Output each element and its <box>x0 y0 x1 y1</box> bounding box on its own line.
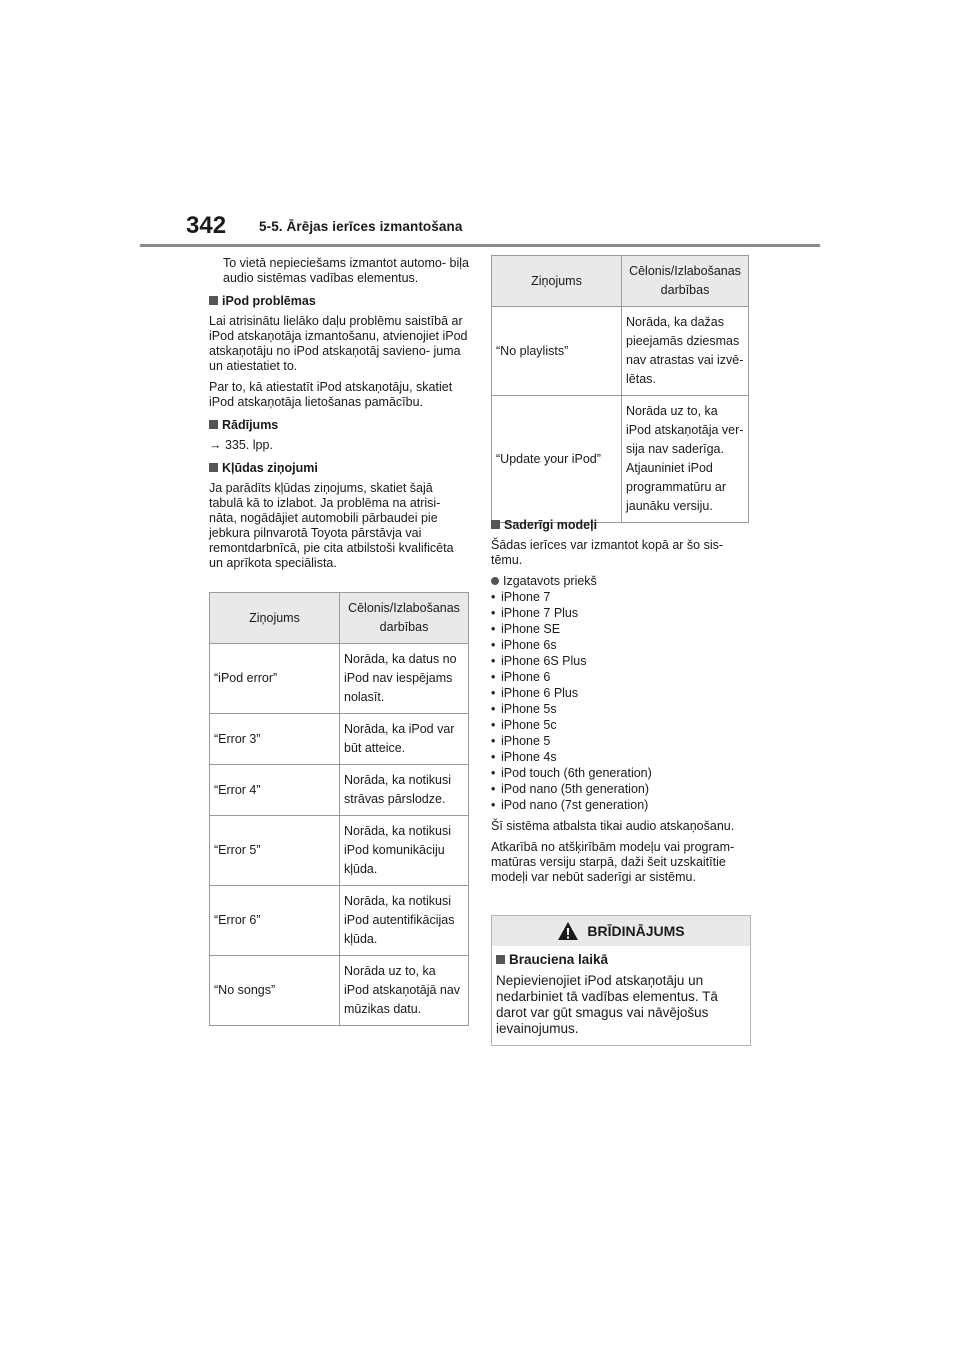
page-number: 342 <box>186 212 227 239</box>
intro-text: To vietā nepieciešams izmantot automo- biļa audio sistēmas vadības elementus. <box>223 256 469 285</box>
made-for-label: Izgatavots priekš <box>491 574 749 589</box>
table-row <box>210 644 469 714</box>
square-bullet-icon <box>209 463 218 472</box>
cause-cell: Norāda, ka dažas pieejamās dziesmas nav atrastas vai izvē- lētas. <box>622 307 749 396</box>
list-item: • iPod nano (5th generation) <box>491 781 749 797</box>
header-message: Ziņojums <box>210 593 340 644</box>
table-header-row <box>492 256 749 307</box>
table-row <box>210 886 469 956</box>
header-cause: Cēlonis/Izlabošanas darbības <box>340 593 469 644</box>
cause-cell: Norāda, ka notikusi iPod autentifikācijas kļūda. <box>340 886 469 956</box>
message-cell: “Error 4” <box>210 765 340 816</box>
message-cell: “Error 6” <box>210 886 340 956</box>
table-row <box>210 816 469 886</box>
cause-cell: Norāda, ka notikusi strāvas pārslodze. <box>340 765 469 816</box>
warning-triangle-icon <box>557 921 579 941</box>
audio-only-note: Šī sistēma atbalsta tikai audio atskaņošanu. <box>491 819 735 833</box>
list-item: • iPhone 6 <box>491 669 749 685</box>
error-table-right <box>491 255 749 523</box>
table-header-row <box>210 593 469 644</box>
message-cell: “No songs” <box>210 956 340 1026</box>
square-bullet-icon <box>209 296 218 305</box>
list-item: • iPhone 6 Plus <box>491 685 749 701</box>
header-cause: Cēlonis/Izlabošanas darbības <box>622 256 749 307</box>
square-bullet-icon <box>209 420 218 429</box>
list-item: • iPhone 4s <box>491 749 749 765</box>
left-column <box>209 256 469 577</box>
warning-header <box>492 916 750 946</box>
warning-box <box>491 915 751 1046</box>
message-cell: “Update your iPod” <box>492 396 622 523</box>
list-item: • iPhone SE <box>491 621 749 637</box>
model-list <box>491 589 749 813</box>
right-column <box>491 518 749 891</box>
error-table-left <box>209 592 469 1026</box>
list-item: • iPhone 5s <box>491 701 749 717</box>
circle-bullet-icon <box>491 577 499 585</box>
message-cell: “No playlists” <box>492 307 622 396</box>
list-item: • iPod nano (7st generation) <box>491 797 749 813</box>
cause-cell: Norāda, ka datus no iPod nav iespējams nolasīt. <box>340 644 469 714</box>
cause-cell: Norāda, ka notikusi iPod komunikāciju kļūda. <box>340 816 469 886</box>
cause-cell: Norāda uz to, ka iPod atskaņotāja ver- sija nav saderīga. Atjauniniet iPod programmatūru ar jaunāku versiju. <box>622 396 749 523</box>
display-heading: Rādījums <box>209 418 469 433</box>
table-row <box>210 765 469 816</box>
table-row <box>492 396 749 523</box>
message-cell: “iPod error” <box>210 644 340 714</box>
list-item: • iPhone 6s <box>491 637 749 653</box>
table-row <box>210 956 469 1026</box>
compatibility-note: Atkarībā no atšķirībām modeļu vai program- matūras versiju starpā, daži šeit uzskaitītie modeļi var nebūt saderīgi ar sistēmu. <box>491 840 735 884</box>
list-item: • iPhone 5 <box>491 733 749 749</box>
square-bullet-icon <box>491 520 500 529</box>
list-item: • iPhone 6S Plus <box>491 653 749 669</box>
warning-title: BRĪDINĀJUMS <box>587 923 685 939</box>
display-reference: → 335. lpp. <box>209 438 273 452</box>
ipod-paragraph-2: Par to, kā atiestatīt iPod atskaņotāju, skatiet iPod atskaņotāja lietošanas pamācību. <box>209 380 453 409</box>
message-cell: “Error 5” <box>210 816 340 886</box>
ipod-paragraph-1: Lai atrisinātu lielāko daļu problēmu saistībā ar iPod atskaņotāja izmantošanu, atvienojiet iPod atskaņotāju no iPod atskaņotāj savieno- juma un atiestatiet to. <box>209 314 468 373</box>
warning-subtitle: Brauciena laikā <box>496 952 746 968</box>
compatible-models-heading: Saderīgi modeļi <box>491 518 749 533</box>
ipod-problems-heading: iPod problēmas <box>209 294 469 309</box>
list-item: • iPod touch (6th generation) <box>491 765 749 781</box>
warning-body <box>492 946 750 1045</box>
compatible-models-paragraph: Šādas ierīces var izmantot kopā ar šo sis- tēmu. <box>491 538 724 567</box>
list-item: • iPhone 7 <box>491 589 749 605</box>
message-cell: “Error 3” <box>210 714 340 765</box>
error-messages-paragraph: Ja parādīts kļūdas ziņojums, skatiet šajā tabulā kā to izlabot. Ja problēma na atrisi- nāta, nogādājiet automobili pārbaudei pie jebkura pilnvarotā Toyota pārstāvja vai remontdarbnīcā, pie cita atbilstoši kvalificēta un aprīkota speciālista. <box>209 481 454 570</box>
header-message: Ziņojums <box>492 256 622 307</box>
error-messages-heading: Kļūdas ziņojumi <box>209 461 469 476</box>
list-item: • iPhone 7 Plus <box>491 605 749 621</box>
list-item: • iPhone 5c <box>491 717 749 733</box>
header-rule <box>140 244 820 247</box>
chapter-title: 5-5. Ārējas ierīces izmantošana <box>259 219 463 234</box>
table-row <box>492 307 749 396</box>
cause-cell: Norāda, ka iPod var būt atteice. <box>340 714 469 765</box>
warning-text: Nepievienojiet iPod atskaņotāju un nedarbiniet tā vadības elementus. Tā darot var gūt smagus vai nāvējošus ievainojumus. <box>496 973 718 1036</box>
table-row <box>210 714 469 765</box>
cause-cell: Norāda uz to, ka iPod atskaņotājā nav mūzikas datu. <box>340 956 469 1026</box>
square-bullet-icon <box>496 955 505 964</box>
